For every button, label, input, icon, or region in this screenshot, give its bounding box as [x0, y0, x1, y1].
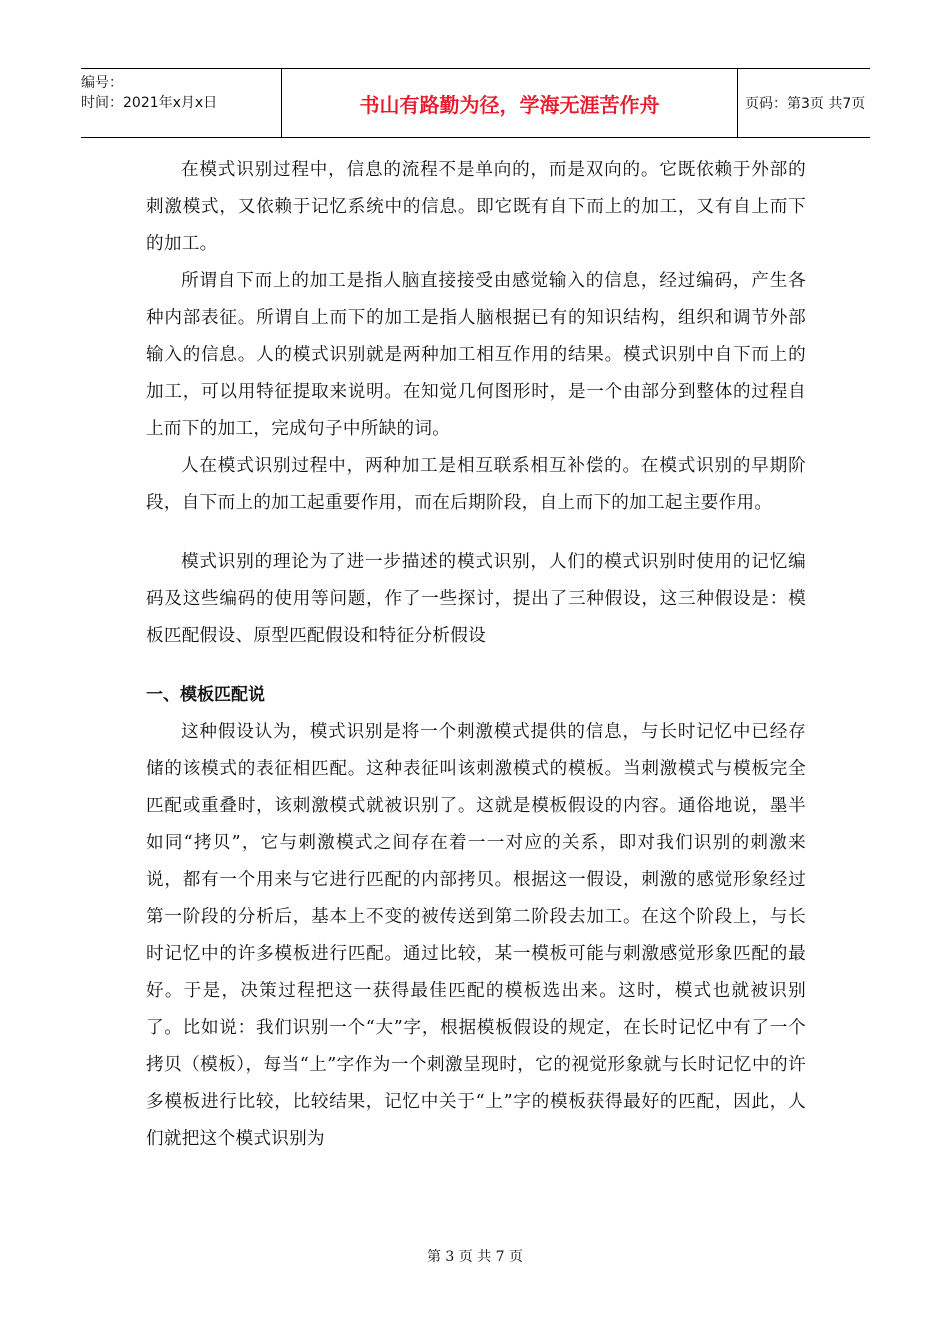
section-heading: 一、模板匹配说: [146, 685, 265, 705]
page-footer: 第 3 页 共 7 页: [426, 1249, 524, 1265]
header-page-info: 页码：第3页 共7页: [745, 96, 866, 112]
page-header: [81, 68, 870, 138]
header-meta: [81, 69, 281, 137]
paragraph-4: 模式识别的理论为了进一步描述的模式识别，人们的模式识别时使用的记忆编码及这些编码的使用等问题，作了一些探讨，提出了三种假设，这三种假设是：模板匹配假设、原型匹配假设和特征分析假设: [146, 552, 806, 646]
paragraph-gap: [146, 655, 806, 677]
paragraph-3: 人在模式识别过程中，两种加工是相互联系相互补偿的。在模式识别的早期阶段，自下而上的加工起重要作用，而在后期阶段，自上而下的加工起主要作用。: [146, 456, 806, 513]
paragraph-1: 在模式识别过程中，信息的流程不是单向的，而是双向的。它既依赖于外部的刺激模式，又依赖于记忆系统中的信息。即它既有自下而上的加工，又有自上而下的加工。: [146, 160, 806, 254]
header-motto: 书山有路勤为径，学海无涯苦作舟: [281, 69, 738, 137]
paragraph-2: 所谓自下而上的加工是指人脑直接接受由感觉输入的信息，经过编码，产生各种内部表征。所谓自上而下的加工是指人脑根据已有的知识结构，组织和调节外部输入的信息。人的模式识别就是两种加工相互作用的结果。模式识别中自下而上的加工，可以用特征提取来说明。在知觉几何图形时，是一个由部分到整体的过程自上而下的加工，完成句子中所缺的词。: [146, 271, 806, 439]
document-number-label: 编号：: [81, 75, 123, 91]
document-body: [146, 152, 806, 1158]
document-time-label: 时间：2021年x月x日: [81, 95, 218, 111]
paragraph-gap: [146, 522, 806, 544]
paragraph-5: 这种假设认为，模式识别是将一个刺激模式提供的信息，与长时记忆中已经存储的该模式的表征相匹配。这种表征叫该刺激模式的模板。当刺激模式与模板完全匹配或重叠时，该刺激模式就被识别了。这就是模板假设的内容。通俗地说，墨半如同“拷贝”，它与刺激模式之间存在着一一对应的关系，即对我们识别的刺激来说，都有一个用来与它进行匹配的内部拷贝。根据这一假设，刺激的感觉形象经过第一阶段的分析后，基本上不变的被传送到第二阶段去加工。在这个阶段上，与长时记忆中的许多模板进行匹配。通过比较，某一模板可能与刺激感觉形象匹配的最好。于是，决策过程把这一获得最佳匹配的模板选出来。这时，模式也就被识别了。比如说：我们识别一个“大”字，根据模板假设的规定，在长时记忆中有了一个拷贝（模板），每当“上”字作为一个刺激呈现时，它的视觉形象就与长时记忆中的许多模板进行比较，比较结果，记忆中关于“上”字的模板获得最好的匹配，因此，人们就把这个模式识别为: [146, 722, 806, 1149]
